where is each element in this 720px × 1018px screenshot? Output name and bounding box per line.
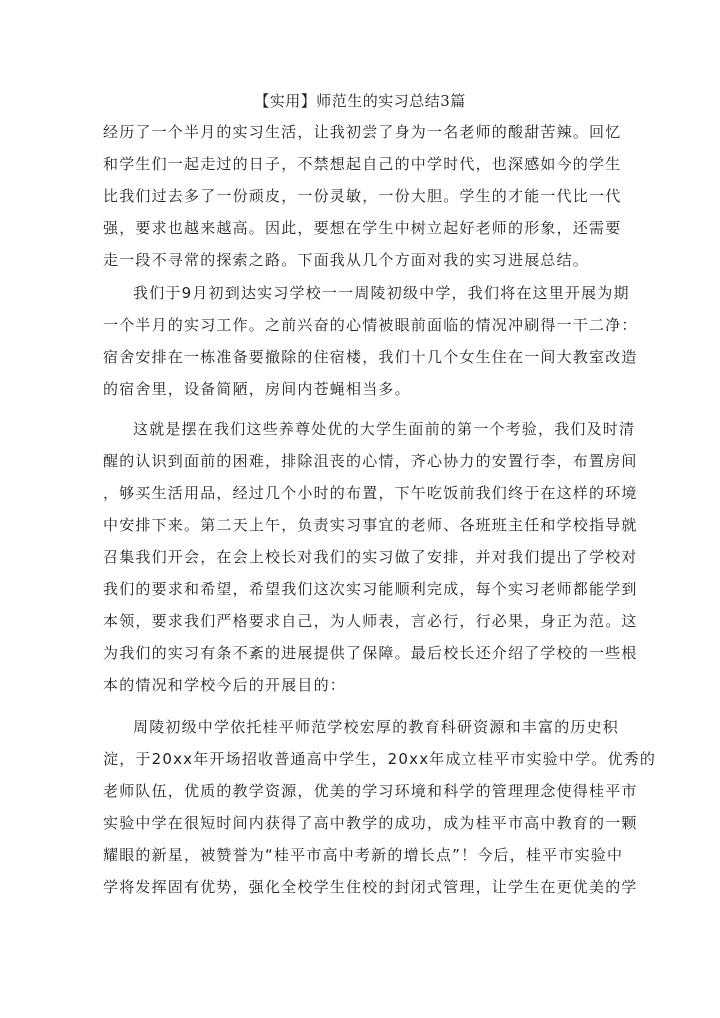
paragraph-first-line: 这就是摆在我们这些养尊处优的大学生面前的第一个考验，我们及时清 [133,420,636,438]
text-line: 和学生们一起走过的日子，不禁想起自己的中学时代，也深感如今的学生 [103,155,622,173]
text-line: 学将发挥固有优势，强化全校学生住校的封闭式管理，让学生在更优美的学 [103,878,638,896]
text-line: 中安排下来。第二天上午，负责实习事宜的老师、各班班主任和学校指导就 [103,516,638,534]
text-line: 强，要求也越来越高。因此，要想在学生中树立起好老师的形象，还需要 [103,219,622,237]
document-title: 【实用】师范生的实习总结3篇 [254,92,466,110]
text-line: 比我们过去多了一份顽皮，一份灵敏，一份大胆。学生的才能一代比一代 [103,187,622,205]
text-line: 一个半月的实习工作。之前兴奋的心情被眼前面临的情况冲刷得一干二净： [103,316,638,334]
text-line: 为我们的实习有条不紊的进展提供了保障。最后校长还介绍了学校的一些根 [103,644,638,662]
text-line: 经历了一个半月的实习生活，让我初尝了身为一名老师的酸甜苦辣。回忆 [103,123,622,141]
text-line: 我们的要求和希望，希望我们这次实习能顺利完成，每个实习老师都能学到 [103,580,638,598]
text-line: 耀眼的新星，被赞誉为“桂平市高中考新的增长点”！今后，桂平市实验中 [103,846,624,864]
paragraph-first-line: 周陵初级中学依托桂平师范学校宏厚的教育科研资源和丰富的历史积 [133,718,620,736]
text-line: 醒的认识到面前的困难，排除沮丧的心情，齐心协力的安置行李，布置房间 [103,452,638,470]
text-line: 淀，于20xx年开场招收普通高中学生，20xx年成立桂平市实验中学。优秀的 [103,750,657,768]
text-line: 实验中学在很短时间内获得了高中教学的成功，成为桂平市高中教育的一颗 [103,814,638,832]
text-line: 的宿舍里，设备简陋，房间内苍蝇相当多。 [103,380,411,398]
text-line: ，够买生活用品，经过几个小时的布置，下午吃饭前我们终于在这样的环境 [103,484,638,502]
text-line: 召集我们开会，在会上校长对我们的实习做了安排，并对我们提出了学校对 [103,548,638,566]
text-line: 走一段不寻常的探索之路。下面我从几个方面对我的实习进展总结。 [103,251,590,269]
paragraph-first-line: 我们于9月初到达实习学校一一周陵初级中学，我们将在这里开展为期 [133,284,630,302]
text-line: 本领，要求我们严格要求自己，为人师表，言必行，行必果，身正为范。这 [103,612,638,630]
text-line: 老师队伍，优质的教学资源，优美的学习环境和科学的管理理念使得桂平市 [103,782,638,800]
text-line: 宿舍安排在一栋准备要撤除的住宿楼，我们十几个女生住在一间大教室改造 [103,348,638,366]
text-line: 本的情况和学校今后的开展目的： [103,676,347,694]
